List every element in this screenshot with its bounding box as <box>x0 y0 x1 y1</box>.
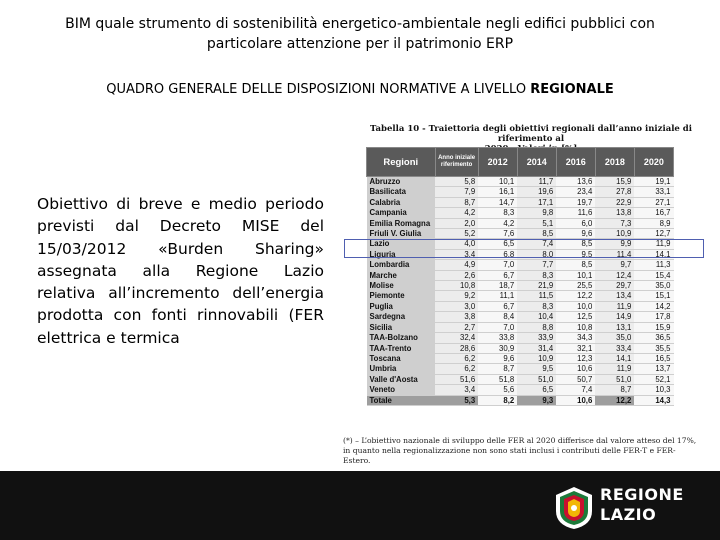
value-cell: 6,7 <box>478 270 517 280</box>
value-cell: 14,1 <box>634 249 673 259</box>
value-cell: 8,9 <box>634 218 673 228</box>
table-row <box>367 385 674 395</box>
table-total-row <box>367 395 674 405</box>
value-cell: 17,1 <box>517 197 556 207</box>
region-name: Lombardia <box>367 260 436 270</box>
value-cell: 27,8 <box>595 187 634 197</box>
value-cell: 16,5 <box>634 353 673 363</box>
value-cell: 11,3 <box>634 260 673 270</box>
value-cell: 25,5 <box>556 281 595 291</box>
value-cell: 28,6 <box>435 343 478 353</box>
region-name: Liguria <box>367 249 436 259</box>
value-cell: 5,6 <box>478 385 517 395</box>
value-cell: 7,7 <box>517 260 556 270</box>
table-row <box>367 291 674 301</box>
value-cell: 3,4 <box>435 385 478 395</box>
logo-text <box>600 485 684 525</box>
value-cell: 5,3 <box>435 395 478 405</box>
logo-line-1: REGIONE <box>600 485 684 504</box>
region-name: Molise <box>367 281 436 291</box>
table-row <box>367 343 674 353</box>
value-cell: 35,5 <box>634 343 673 353</box>
value-cell: 8,3 <box>517 301 556 311</box>
value-cell: 2,7 <box>435 322 478 332</box>
value-cell: 9,5 <box>556 249 595 259</box>
table-row <box>367 364 674 374</box>
value-cell: 22,9 <box>595 197 634 207</box>
value-cell: 35,0 <box>634 281 673 291</box>
value-cell: 8,7 <box>478 364 517 374</box>
value-cell: 33,9 <box>517 333 556 343</box>
value-cell: 9,9 <box>595 239 634 249</box>
table-row <box>367 312 674 322</box>
value-cell: 12,7 <box>634 229 673 239</box>
value-cell: 3,0 <box>435 301 478 311</box>
table-row <box>367 177 674 187</box>
header-2020: 2020 <box>634 148 673 177</box>
value-cell: 36,5 <box>634 333 673 343</box>
value-cell: 9,7 <box>595 260 634 270</box>
value-cell: 51,0 <box>517 374 556 384</box>
table-row <box>367 229 674 239</box>
value-cell: 30,9 <box>478 343 517 353</box>
table-row <box>367 353 674 363</box>
value-cell: 6,7 <box>478 301 517 311</box>
region-name: Emilia Romagna <box>367 218 436 228</box>
value-cell: 13,8 <box>595 208 634 218</box>
value-cell: 14,3 <box>634 395 673 405</box>
table-row <box>367 322 674 332</box>
table-row <box>367 270 674 280</box>
value-cell: 10,0 <box>556 301 595 311</box>
region-name: Calabria <box>367 197 436 207</box>
value-cell: 10,8 <box>435 281 478 291</box>
region-name: Umbria <box>367 364 436 374</box>
region-name: Sardegna <box>367 312 436 322</box>
table-header-row <box>367 148 674 177</box>
value-cell: 10,8 <box>556 322 595 332</box>
table-row <box>367 260 674 270</box>
value-cell: 9,5 <box>517 364 556 374</box>
header-2018: 2018 <box>595 148 634 177</box>
table-row <box>367 281 674 291</box>
header-anno-iniziale: Anno iniziale riferimento <box>435 148 478 177</box>
value-cell: 35,0 <box>595 333 634 343</box>
value-cell: 9,6 <box>478 353 517 363</box>
value-cell: 16,1 <box>478 187 517 197</box>
value-cell: 9,3 <box>517 395 556 405</box>
value-cell: 32,4 <box>435 333 478 343</box>
value-cell: 19,7 <box>556 197 595 207</box>
subtitle-prefix: QUADRO GENERALE DELLE DISPOSIZIONI NORMATIVE A LIVELLO <box>106 82 531 97</box>
lazio-highlight-box <box>344 239 704 258</box>
table-row <box>367 208 674 218</box>
value-cell: 13,7 <box>634 364 673 374</box>
value-cell: 8,7 <box>435 197 478 207</box>
table-row <box>367 333 674 343</box>
table-row <box>367 197 674 207</box>
value-cell: 4,2 <box>435 208 478 218</box>
value-cell: 11,9 <box>595 301 634 311</box>
value-cell: 15,9 <box>634 322 673 332</box>
table-caption-line-1: Tabella 10 - Traiettoria degli obiettivi regionali dall’anno iniziale di riferimento al <box>370 124 692 144</box>
region-name: Abruzzo <box>367 177 436 187</box>
value-cell: 12,4 <box>595 270 634 280</box>
value-cell: 33,1 <box>634 187 673 197</box>
value-cell: 51,6 <box>435 374 478 384</box>
value-cell: 33,8 <box>478 333 517 343</box>
section-subtitle <box>40 82 680 97</box>
value-cell: 8,8 <box>517 322 556 332</box>
value-cell: 9,2 <box>435 291 478 301</box>
value-cell: 4,9 <box>435 260 478 270</box>
value-cell: 7,3 <box>595 218 634 228</box>
table-row <box>367 187 674 197</box>
value-cell: 8,2 <box>478 395 517 405</box>
table-row <box>367 374 674 384</box>
value-cell: 13,1 <box>595 322 634 332</box>
region-name: Valle d'Aosta <box>367 374 436 384</box>
value-cell: 51,8 <box>478 374 517 384</box>
value-cell: 17,8 <box>634 312 673 322</box>
header-2012: 2012 <box>478 148 517 177</box>
value-cell: 18,7 <box>478 281 517 291</box>
value-cell: 11,6 <box>556 208 595 218</box>
region-name: TAA-Bolzano <box>367 333 436 343</box>
value-cell: 11,4 <box>595 249 634 259</box>
value-cell: 7,0 <box>478 260 517 270</box>
value-cell: 8,3 <box>478 208 517 218</box>
value-cell: 19,6 <box>517 187 556 197</box>
title-line-2: particolare attenzione per il patrimonio ERP <box>206 36 514 52</box>
value-cell: 29,7 <box>595 281 634 291</box>
value-cell: 10,1 <box>556 270 595 280</box>
value-cell: 6,5 <box>478 239 517 249</box>
value-cell: 6,2 <box>435 364 478 374</box>
value-cell: 6,2 <box>435 353 478 363</box>
value-cell: 8,5 <box>556 239 595 249</box>
table-footnote: (*) – L’obiettivo nazionale di sviluppo delle FER al 2020 differisce dal valore atteso del 17%, in quanto nella regionalizzazione non sono stati inclusi i contributi delle FER-T e FER-Estero. <box>343 436 697 465</box>
value-cell: 10,3 <box>634 385 673 395</box>
region-name: Basilicata <box>367 187 436 197</box>
value-cell: 2,6 <box>435 270 478 280</box>
value-cell: 15,1 <box>634 291 673 301</box>
value-cell: 11,9 <box>595 364 634 374</box>
value-cell: 7,4 <box>556 385 595 395</box>
value-cell: 14,9 <box>595 312 634 322</box>
value-cell: 21,9 <box>517 281 556 291</box>
header-regioni: Regioni <box>367 148 436 177</box>
region-name: Friuli V. Giulia <box>367 229 436 239</box>
value-cell: 5,8 <box>435 177 478 187</box>
value-cell: 3,8 <box>435 312 478 322</box>
value-cell: 52,1 <box>634 374 673 384</box>
value-cell: 8,5 <box>556 260 595 270</box>
objective-text: Obiettivo di breve e medio periodo previsti dal Decreto MISE del 15/03/2012 «Burden Sharing» assegnata alla Regione Lazio relativa all’incremento dell’energia prodotta con fonti rinnovabili (FER elettrica e termica <box>37 195 324 347</box>
header-2016: 2016 <box>556 148 595 177</box>
value-cell: 51,0 <box>595 374 634 384</box>
table-row <box>367 218 674 228</box>
value-cell: 10,6 <box>556 364 595 374</box>
value-cell: 10,9 <box>517 353 556 363</box>
region-name: Veneto <box>367 385 436 395</box>
value-cell: 34,3 <box>556 333 595 343</box>
regione-lazio-logo <box>554 481 704 535</box>
value-cell: 7,4 <box>517 239 556 249</box>
value-cell: 13,6 <box>556 177 595 187</box>
value-cell: 4,2 <box>478 218 517 228</box>
value-cell: 31,4 <box>517 343 556 353</box>
region-name: Toscana <box>367 353 436 363</box>
value-cell: 10,6 <box>556 395 595 405</box>
value-cell: 14,1 <box>595 353 634 363</box>
value-cell: 3,4 <box>435 249 478 259</box>
value-cell: 8,5 <box>517 229 556 239</box>
value-cell: 8,0 <box>517 249 556 259</box>
value-cell: 11,9 <box>634 239 673 249</box>
value-cell: 8,7 <box>595 385 634 395</box>
region-name: Marche <box>367 270 436 280</box>
value-cell: 11,5 <box>517 291 556 301</box>
region-name: TAA-Trento <box>367 343 436 353</box>
region-name: Sicilia <box>367 322 436 332</box>
value-cell: 16,7 <box>634 208 673 218</box>
value-cell: 7,0 <box>478 322 517 332</box>
page-title <box>40 14 680 54</box>
value-cell: 6,5 <box>517 385 556 395</box>
value-cell: 23,4 <box>556 187 595 197</box>
title-line-1: BIM quale strumento di sostenibilità energetico-ambientale negli edifici pubblici con <box>65 16 655 32</box>
regione-lazio-emblem-icon <box>554 485 594 531</box>
region-name: Totale <box>367 395 436 405</box>
value-cell: 2,0 <box>435 218 478 228</box>
value-cell: 10,1 <box>478 177 517 187</box>
value-cell: 11,1 <box>478 291 517 301</box>
value-cell: 14,2 <box>634 301 673 311</box>
value-cell: 7,9 <box>435 187 478 197</box>
value-cell: 12,3 <box>556 353 595 363</box>
value-cell: 14,7 <box>478 197 517 207</box>
value-cell: 5,2 <box>435 229 478 239</box>
value-cell: 9,6 <box>556 229 595 239</box>
value-cell: 19,1 <box>634 177 673 187</box>
value-cell: 27,1 <box>634 197 673 207</box>
value-cell: 5,1 <box>517 218 556 228</box>
logo-line-2: LAZIO <box>600 505 657 524</box>
value-cell: 4,0 <box>435 239 478 249</box>
value-cell: 10,4 <box>517 312 556 322</box>
value-cell: 11,7 <box>517 177 556 187</box>
region-name: Campania <box>367 208 436 218</box>
value-cell: 7,6 <box>478 229 517 239</box>
value-cell: 50,7 <box>556 374 595 384</box>
value-cell: 13,4 <box>595 291 634 301</box>
value-cell: 6,0 <box>556 218 595 228</box>
value-cell: 32,1 <box>556 343 595 353</box>
subtitle-bold: REGIONALE <box>530 82 614 97</box>
value-cell: 10,9 <box>595 229 634 239</box>
regional-targets-table <box>366 147 674 406</box>
region-name: Lazio <box>367 239 436 249</box>
value-cell: 12,2 <box>595 395 634 405</box>
value-cell: 15,9 <box>595 177 634 187</box>
table-row <box>367 301 674 311</box>
value-cell: 8,3 <box>517 270 556 280</box>
value-cell: 9,8 <box>517 208 556 218</box>
value-cell: 15,4 <box>634 270 673 280</box>
value-cell: 12,5 <box>556 312 595 322</box>
region-name: Piemonte <box>367 291 436 301</box>
value-cell: 12,2 <box>556 291 595 301</box>
header-2014: 2014 <box>517 148 556 177</box>
region-name: Puglia <box>367 301 436 311</box>
value-cell: 6,8 <box>478 249 517 259</box>
value-cell: 33,4 <box>595 343 634 353</box>
value-cell: 8,4 <box>478 312 517 322</box>
